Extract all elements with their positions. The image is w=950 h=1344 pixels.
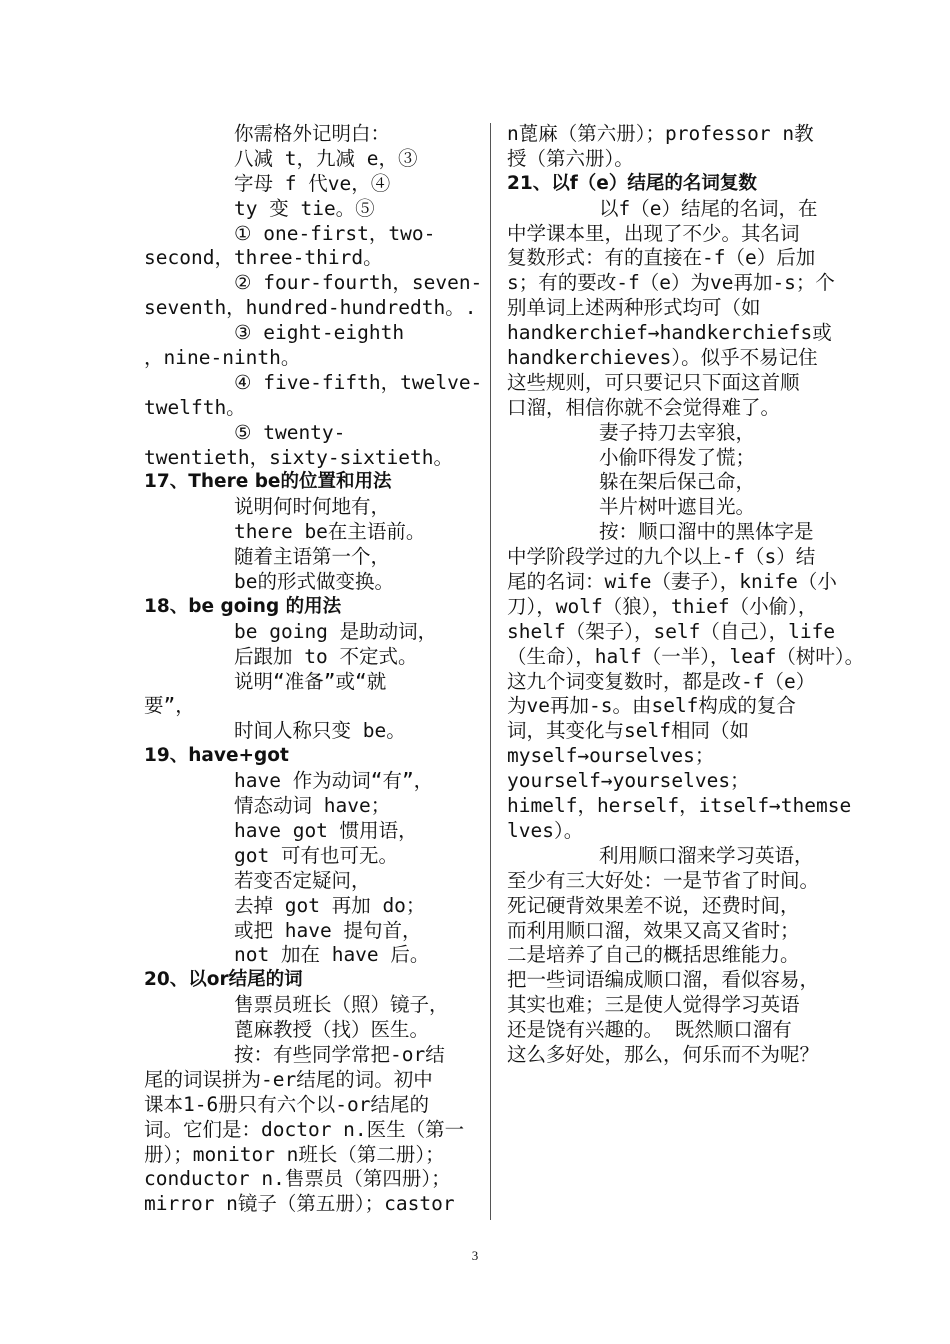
- section-heading: 20、以or结尾的词: [144, 969, 303, 991]
- text-line: ，nine-ninth。: [144, 346, 301, 370]
- text-line: 小偷吓得发了慌；: [599, 445, 756, 469]
- section-heading: 17、There be的位置和用法: [144, 471, 392, 493]
- text-line: 这九个词变复数时，都是改-f（e）: [507, 669, 816, 693]
- text-line: have 作为动词“有”，: [234, 769, 434, 793]
- text-line: 半片树叶遮目光。: [599, 495, 756, 519]
- text-line: （生命），half（一半），leaf（树叶）。: [507, 644, 865, 668]
- text-line: 妻子持刀去宰狼，: [599, 420, 756, 444]
- text-line: 说明何时何地有，: [234, 495, 391, 519]
- text-line: second，three-third。: [144, 246, 383, 270]
- text-line: 或把 have 提句首，: [234, 918, 422, 942]
- text-line: 词，其变化与self相同（如: [507, 719, 749, 743]
- column-divider: [490, 123, 491, 1220]
- text-line: himelf，herself，itself→themse: [507, 794, 852, 818]
- text-line: 蓖麻教授（找）医生。: [234, 1018, 430, 1042]
- text-line: 中学课本里，出现了不少。其名词: [507, 221, 800, 245]
- text-line: 说明“准备”或“就: [234, 669, 387, 693]
- text-line: yourself→yourselves；: [507, 769, 750, 793]
- text-line: 复数形式：有的直接在-f（e）后加: [507, 246, 816, 270]
- text-line: 若变否定疑问，: [234, 868, 371, 892]
- text-line: 躲在架后保己命，: [599, 470, 756, 494]
- text-line: there be在主语前。: [234, 520, 426, 544]
- text-line: lves）。: [507, 818, 584, 842]
- text-line: 尾的词误拼为-er结尾的词。初中: [144, 1067, 433, 1091]
- text-line: 按：顺口溜中的黑体字是: [599, 520, 814, 544]
- text-line: mirror n镜子（第五册）；castor: [144, 1192, 455, 1216]
- text-line: 别单词上述两种形式均可（如: [507, 296, 761, 320]
- text-line: twentieth，sixty-sixtieth。: [144, 445, 454, 469]
- text-line: 售票员班长（照）镜子，: [234, 993, 449, 1017]
- text-line: ① one-first，two-: [234, 221, 436, 245]
- text-line: 八减 t，九减 e，③: [234, 146, 418, 170]
- text-line: be的形式做变换。: [234, 570, 394, 594]
- text-line: 后跟加 to 不定式。: [234, 644, 418, 668]
- text-line: s；有的要改-f（e）为ve再加-s；个: [507, 271, 835, 295]
- text-line: 其实也难；三是使人觉得学习英语: [507, 993, 800, 1017]
- text-line: ⑤ twenty-: [234, 420, 346, 444]
- text-line: 中学阶段学过的九个以上-f（s）结: [507, 545, 816, 569]
- text-line: 字母 f 代ve，④: [234, 171, 391, 195]
- text-line: 口溜，相信你就不会觉得难了。: [507, 395, 781, 419]
- text-line: be going 是助动词，: [234, 619, 438, 643]
- text-line: n蓖麻（第六册）；professor n教: [507, 122, 814, 145]
- text-line: 还是饶有兴趣的。 既然顺口溜有: [507, 1018, 792, 1042]
- text-line: 按：有些同学常把-or结: [234, 1042, 445, 1066]
- text-line: got 可有也可无。: [234, 843, 398, 867]
- text-line: handkerchieves）。似乎不易记住: [507, 346, 818, 370]
- text-line: 利用顺口溜来学习英语，: [599, 843, 814, 867]
- text-line: 词。它们是：doctor n.医生（第一: [144, 1117, 465, 1141]
- text-line: 以f（e）结尾的名词，在: [599, 196, 818, 220]
- section-heading: 18、be going 的用法: [144, 595, 342, 617]
- text-line: shelf（架子），self（自己），life: [507, 619, 836, 643]
- text-line: 要”，: [144, 694, 195, 718]
- text-line: myself→ourselves；: [507, 744, 715, 768]
- text-line: 为ve再加-s。由self构成的复合: [507, 694, 796, 718]
- text-line: have got 惯用语，: [234, 818, 418, 842]
- page-number: 3: [471, 1248, 479, 1263]
- text-line: 情态动词 have；: [234, 794, 391, 818]
- section-heading: 19、have+got: [144, 745, 289, 767]
- text-line: 刀），wolf（狼），thief（小偷），: [507, 594, 818, 618]
- right-column: [507, 122, 865, 1068]
- text-line: 时间人称只变 be。: [234, 719, 406, 743]
- left-column: [144, 122, 483, 1217]
- text-line: 把一些词语编成顺口溜，看似容易，: [507, 968, 820, 992]
- text-line: twelfth。: [144, 395, 246, 419]
- text-line: 这么多好处，那么，何乐而不为呢？: [507, 1042, 820, 1066]
- text-line: 你需格外记明白：: [234, 122, 391, 145]
- text-line: 至少有三大好处：一是节省了时间。: [507, 868, 820, 892]
- text-line: 随着主语第一个，: [234, 545, 391, 569]
- text-line: ④ five-fifth，twelve-: [234, 370, 483, 394]
- text-line: 授（第六册）。: [507, 146, 634, 170]
- text-line: handkerchief→handkerchiefs或: [507, 321, 832, 345]
- text-line: 尾的名词：wife（妻子），knife（小: [507, 570, 837, 594]
- text-line: 死记硬背效果差不说，还费时间，: [507, 893, 800, 917]
- text-line: ③ eight-eighth: [234, 321, 405, 345]
- text-line: seventh，hundred-hundredth。.: [144, 296, 477, 320]
- section-heading: 21、以f（e）结尾的名词复数: [507, 172, 757, 194]
- text-line: ty 变 tie。⑤: [234, 196, 375, 220]
- text-line: 课本1-6册只有六个以-or结尾的: [144, 1092, 429, 1116]
- text-line: 去掉 got 再加 do；: [234, 893, 426, 917]
- text-line: conductor n.售票员（第四册）；: [144, 1167, 451, 1191]
- text-line: not 加在 have 后。: [234, 943, 430, 967]
- text-line: 二是培养了自己的概括思维能力。: [507, 943, 800, 967]
- text-line: ② four-fourth，seven-: [234, 271, 483, 295]
- text-line: 而利用顺口溜，效果又高又省时；: [507, 918, 800, 942]
- text-line: 册）；monitor n班长（第二册）；: [144, 1142, 445, 1166]
- text-line: 这些规则，可只要记只下面这首顺: [507, 370, 800, 394]
